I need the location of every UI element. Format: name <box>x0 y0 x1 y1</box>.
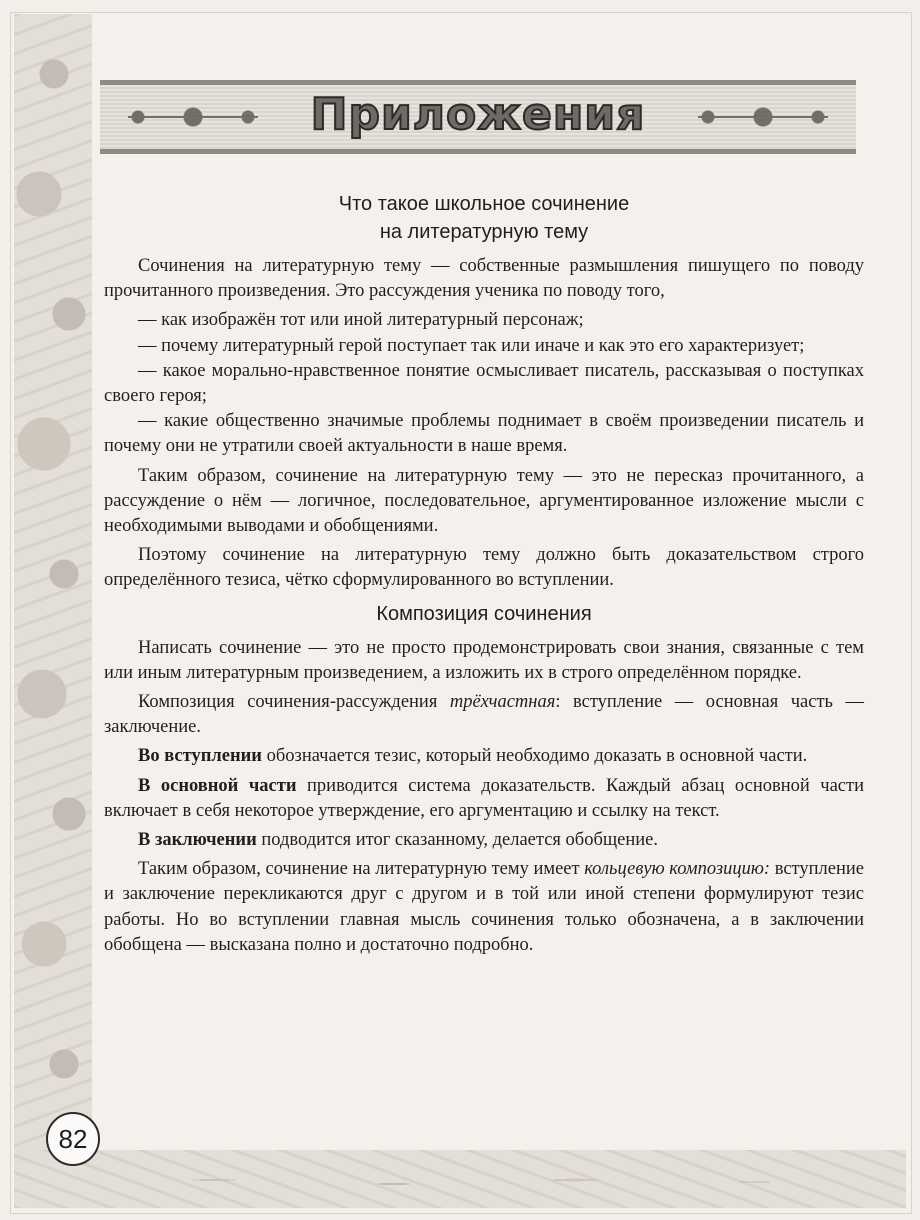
text-span: вступление и заключение перекликаются друг с другом и в той или иной степени формулируют тезис работы. Но во вступлении главная мысль сочинения только обозначена, а в заключении обобщена — высказана полно и достаточно подробно. <box>104 859 864 955</box>
paragraph: Сочинения на литературную тему — собственные размышления пишущего по поводу прочитанного произведения. Это рассуждения ученика по поводу того, <box>104 256 864 302</box>
text-span: Таким образом, сочинение на литературную тему имеет <box>138 859 585 880</box>
paragraph <box>104 774 864 824</box>
text-span: Композиция сочинения-рассуждения <box>138 692 450 713</box>
paragraph: Написать сочинение — это не просто продемонстрировать свои знания, связанные с тем или иным литературным произведением, а изложить их в строго определённом порядке. <box>104 637 864 683</box>
section-heading-composition: Композиция сочинения <box>376 602 592 625</box>
list-item: — почему литературный герой поступает так или иначе и как это его характеризует; <box>138 335 805 356</box>
paragraph: Таким образом, сочинение на литературную тему — это не пересказ прочитанного, а рассуждение о нём — логичное, последовательное, аргументированное изложение мысли с необходимыми выводами и обобщениями. <box>104 465 864 537</box>
emphasis: трёхчастная <box>449 692 556 713</box>
main-text <box>104 190 864 962</box>
paragraph <box>104 690 864 740</box>
bold-term: В заключении <box>138 830 257 851</box>
header-banner <box>100 80 856 154</box>
list-item: — какое морально-нравственное понятие осмысливает писатель, рассказывая о поступках своего героя; <box>104 360 864 407</box>
list-item: — какие общественно значимые проблемы поднимает в своём произведении писатель и почему они не утратили своей актуальности в наше время. <box>104 411 864 457</box>
heading-line-1: Что такое школьное сочинение <box>338 193 630 215</box>
page-number: 82 <box>46 1112 100 1166</box>
text-span: : вступление — основная часть — заключение. <box>104 692 864 738</box>
section-heading-essay <box>104 190 864 246</box>
bold-term: Во вступлении <box>138 746 262 767</box>
page-title: Приложения <box>310 89 646 140</box>
paragraph <box>104 857 864 958</box>
list-item: — как изображён тот или иной литературный персонаж; <box>138 310 584 331</box>
emphasis: кольцевую композицию: <box>584 859 771 880</box>
paragraph <box>104 828 864 853</box>
text-span: подводится итог сказанному, делается обобщение. <box>256 830 658 851</box>
bottom-ornament-border <box>14 1150 906 1208</box>
text-span: приводится система доказательств. Каждый абзац основной части включает в себя некоторое утверждение, его аргументацию и ссылку на текст. <box>104 775 864 821</box>
heading-line-2: на литературную тему <box>379 221 589 243</box>
paragraph: Поэтому сочинение на литературную тему должно быть доказательством строго определённого тезиса, чётко сформулированного во вступлении. <box>104 545 864 591</box>
paragraph <box>104 744 864 769</box>
left-ornament-border <box>14 14 92 1164</box>
bold-term: В основной части <box>138 775 297 796</box>
text-span: обозначается тезис, который необходимо доказать в основной части. <box>261 746 808 767</box>
